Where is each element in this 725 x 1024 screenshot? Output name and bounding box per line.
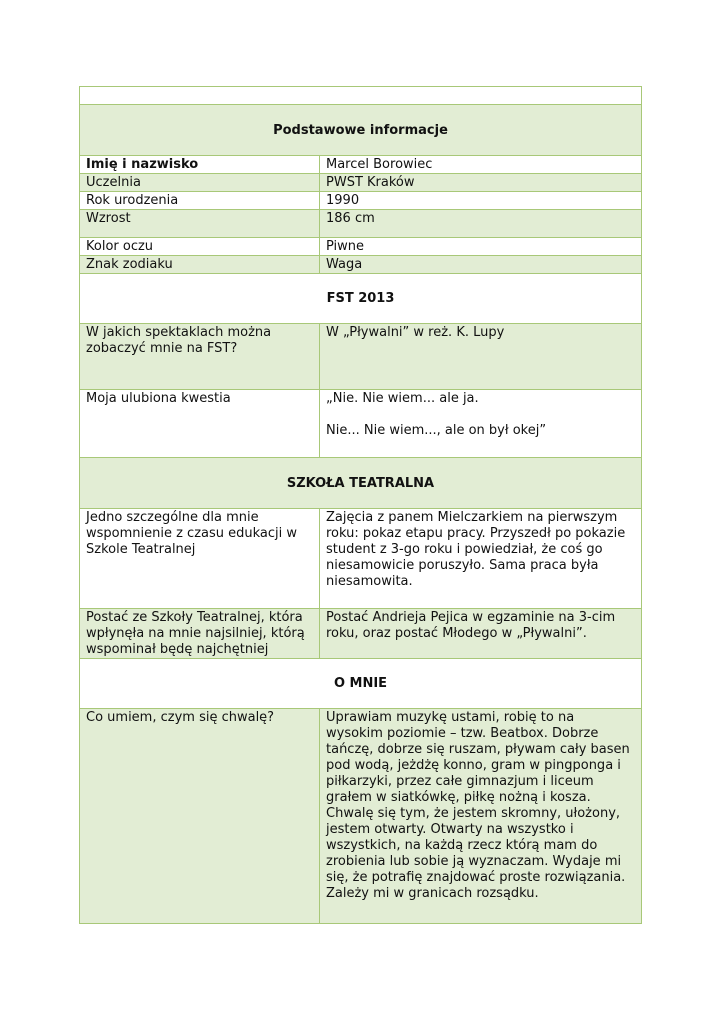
top-empty-cell: [80, 87, 642, 105]
height-label: Wzrost: [80, 210, 320, 238]
table-row: [80, 509, 642, 609]
about-header-row: [80, 659, 642, 709]
table-row: [80, 192, 642, 210]
about-q1-value: Uprawiam muzykę ustami, robię to na wysokim poziomie – tzw. Beatbox. Dobrze tańczę, dobrze się ruszam, pływam cały basen pod wodą, jeżdżę konno, gram w pingponga i piłkarzyki, przez całe gimnazjum i liceum grałem w siatkówkę, piłkę nożną i kosza. Chwalę się tym, że jestem skromny, ułożony, jestem otwarty. Otwarty na wszystko i wszystkich, na każdą rzecz którą mam do zrobienia lub sobie ją wyznaczam. Wydaje mi się, że potrafię znajdować proste rozwiązania. Zależy mi w granicach rozsądku.: [320, 709, 642, 924]
eye-color-label: Kolor oczu: [80, 238, 320, 256]
fst-q2-label: Moja ulubiona kwestia: [80, 390, 320, 458]
top-empty-row: [80, 87, 642, 105]
school-q2-value: Postać Andrieja Pejica w egzaminie na 3-cim roku, oraz postać Młodego w „Pływalni”.: [320, 609, 642, 659]
fst-header-row: [80, 274, 642, 324]
fst-header: FST 2013: [80, 274, 642, 324]
profile-table: [79, 86, 642, 924]
zodiac-label: Znak zodiaku: [80, 256, 320, 274]
table-row: [80, 174, 642, 192]
about-header: O MNIE: [80, 659, 642, 709]
name-label: Imię i nazwisko: [80, 156, 320, 174]
zodiac-value: Waga: [320, 256, 642, 274]
name-value: Marcel Borowiec: [320, 156, 642, 174]
quote-line-2: Nie... Nie wiem..., ale on był okej”: [326, 423, 547, 438]
eye-color-value: Piwne: [320, 238, 642, 256]
quote-line-1: „Nie. Nie wiem... ale ja.: [326, 391, 479, 406]
birth-year-value: 1990: [320, 192, 642, 210]
fst-q2-value: [320, 390, 642, 458]
school-header-row: [80, 458, 642, 509]
height-value: 186 cm: [320, 210, 642, 238]
about-q1-label: Co umiem, czym się chwalę?: [80, 709, 320, 924]
school-q1-label: Jedno szczególne dla mnie wspomnienie z czasu edukacji w Szkole Teatralnej: [80, 509, 320, 609]
table-row: [80, 156, 642, 174]
school-header: SZKOŁA TEATRALNA: [80, 458, 642, 509]
fst-q1-value: W „Pływalni” w reż. K. Lupy: [320, 324, 642, 390]
birth-year-label: Rok urodzenia: [80, 192, 320, 210]
basic-info-header-row: [80, 105, 642, 156]
table-row: [80, 609, 642, 659]
table-row: [80, 709, 642, 924]
school-label: Uczelnia: [80, 174, 320, 192]
school-q1-value: Zajęcia z panem Mielczarkiem na pierwszym roku: pokaz etapu pracy. Przyszedł po pokazie student z 3-go roku i powiedział, że coś go niesamowicie poruszyło. Sama praca była niesamowita.: [320, 509, 642, 609]
fst-q1-label: W jakich spektaklach można zobaczyć mnie na FST?: [80, 324, 320, 390]
table-row: [80, 238, 642, 256]
table-row: [80, 256, 642, 274]
basic-info-header: Podstawowe informacje: [80, 105, 642, 156]
table-row: [80, 324, 642, 390]
table-row: [80, 390, 642, 458]
school-q2-label: Postać ze Szkoły Teatralnej, która wpłynęła na mnie najsilniej, którą wspominał będę najchętniej: [80, 609, 320, 659]
table-row: [80, 210, 642, 238]
school-value: PWST Kraków: [320, 174, 642, 192]
